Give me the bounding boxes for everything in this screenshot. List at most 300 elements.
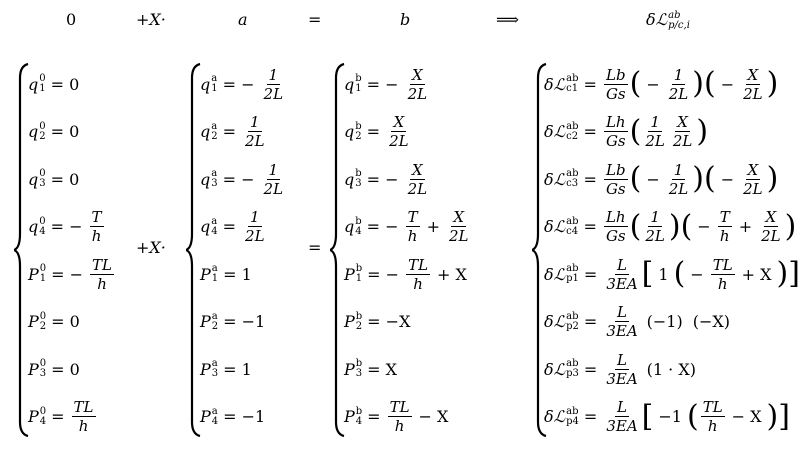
superscript: b xyxy=(355,405,363,417)
a-row-5 xyxy=(200,250,257,298)
fraction xyxy=(243,208,267,245)
superscript: ab xyxy=(566,73,579,84)
lhs xyxy=(344,312,362,332)
fraction xyxy=(243,113,267,150)
paren: ) xyxy=(668,208,681,244)
subscript: 4 xyxy=(211,225,218,237)
subscript: p3 xyxy=(566,368,579,379)
tail: − X xyxy=(418,407,449,426)
indices xyxy=(356,264,362,284)
indices xyxy=(356,359,362,379)
denominator: 3EA xyxy=(606,322,638,340)
subscript: 2 xyxy=(211,320,219,332)
text: + X xyxy=(741,264,772,284)
denominator: 2L xyxy=(448,227,469,245)
subscript: 1 xyxy=(39,273,47,284)
zero-row-8 xyxy=(28,393,98,441)
indices xyxy=(40,359,46,379)
indices xyxy=(40,407,46,427)
paren: ) xyxy=(766,161,779,196)
superscript: b xyxy=(355,215,362,227)
subscript: 3 xyxy=(39,368,47,379)
text: − xyxy=(646,74,660,94)
lhs xyxy=(544,122,579,142)
indices xyxy=(39,169,45,189)
fraction xyxy=(387,113,411,150)
delta-l-row-1 xyxy=(544,60,778,108)
text: (1 · X) xyxy=(646,359,696,379)
subscript: 1 xyxy=(39,83,46,94)
rhs: = 0 xyxy=(50,74,80,94)
numerator: 1 xyxy=(250,208,260,226)
subscript: p2 xyxy=(566,320,579,332)
fraction xyxy=(90,208,104,245)
rhs: = 0 xyxy=(50,169,80,189)
numerator: L xyxy=(617,303,627,321)
indices xyxy=(212,312,218,332)
rhs: = 1 xyxy=(223,359,252,379)
superscript: ab xyxy=(566,168,579,179)
denominator: 2L xyxy=(645,227,665,245)
text: − xyxy=(697,217,711,236)
subscript: 2 xyxy=(39,320,47,332)
superscript: ab xyxy=(566,215,579,227)
lhs xyxy=(344,122,362,142)
subscript: 3 xyxy=(355,368,363,379)
coefficient xyxy=(604,303,639,340)
delta-l-symbol: δℒ xyxy=(544,264,566,284)
denominator: h xyxy=(91,227,102,245)
denominator: h xyxy=(717,274,728,293)
indices xyxy=(355,122,361,142)
fraction xyxy=(406,256,430,293)
zero-row-4 xyxy=(28,203,106,251)
denominator: 2L xyxy=(389,132,409,150)
symbol: P xyxy=(200,312,211,331)
numerator: L xyxy=(617,350,627,369)
delta-l-symbol: δℒ xyxy=(544,407,566,426)
indices xyxy=(211,217,217,237)
delta-l-symbol: δℒ xyxy=(544,217,566,236)
relation: = xyxy=(583,264,598,284)
lhs xyxy=(344,217,362,237)
symbol: P xyxy=(28,312,39,331)
denominator: 2L xyxy=(743,179,763,198)
numerator: 1 xyxy=(650,208,660,226)
indices xyxy=(211,122,217,142)
fraction xyxy=(90,256,114,293)
numerator: L xyxy=(617,255,627,274)
fraction xyxy=(711,256,735,293)
zero-row-2 xyxy=(28,108,84,156)
fraction xyxy=(718,208,732,245)
relation: = − xyxy=(366,169,399,189)
indices xyxy=(566,217,578,237)
superscript: b xyxy=(355,358,363,369)
fraction xyxy=(667,161,691,198)
superscript: ab xyxy=(566,120,579,132)
superscript: b xyxy=(355,168,362,179)
tail: + X xyxy=(437,264,467,284)
operator: + xyxy=(426,217,440,236)
indices xyxy=(211,74,217,94)
numerator: Lb xyxy=(605,160,626,179)
text: − xyxy=(690,264,704,284)
lhs xyxy=(28,359,46,379)
delta-l-row-5 xyxy=(544,250,800,298)
delta-l-symbol: δℒ xyxy=(544,169,566,189)
superscript: a xyxy=(211,120,218,132)
rhs: = 0 xyxy=(51,312,80,331)
indices xyxy=(39,217,45,237)
numerator: Lh xyxy=(605,113,626,131)
fraction xyxy=(667,66,691,103)
paren: ) xyxy=(766,66,779,101)
header-implies: ⟹ xyxy=(496,10,519,29)
indices xyxy=(566,74,578,94)
relation: = − xyxy=(366,217,399,236)
relation: = xyxy=(51,407,65,426)
denominator: 2L xyxy=(672,132,693,150)
relation: = xyxy=(583,169,597,189)
relation: = xyxy=(222,122,237,141)
paren: ( xyxy=(673,256,686,291)
denominator: 2L xyxy=(645,132,665,150)
subscript: 1 xyxy=(211,83,218,94)
relation: = − xyxy=(222,74,255,94)
numerator: 1 xyxy=(673,65,684,84)
numerator: TL xyxy=(92,255,113,274)
lhs xyxy=(28,217,46,237)
lhs xyxy=(200,122,218,142)
rhs: = 0 xyxy=(51,359,80,379)
numerator: 1 xyxy=(673,160,684,179)
symbol: P xyxy=(200,407,211,426)
fraction xyxy=(741,161,765,198)
delta-l-row-3 xyxy=(544,155,778,203)
subscript: 3 xyxy=(39,178,46,189)
relation: = xyxy=(583,407,598,426)
lhs xyxy=(28,264,46,284)
numerator: X xyxy=(393,113,405,131)
text: − X xyxy=(731,407,762,426)
symbol: q xyxy=(200,74,211,94)
fraction xyxy=(671,113,695,150)
paren: ( xyxy=(629,113,642,149)
numerator: T xyxy=(719,208,730,226)
lhs xyxy=(200,407,218,427)
relation: = − xyxy=(50,217,83,236)
indices xyxy=(40,312,46,332)
numerator: X xyxy=(411,65,423,84)
relation: = xyxy=(222,217,237,236)
lhs xyxy=(28,122,46,142)
rhs: = 0 xyxy=(50,122,80,141)
superscript: b xyxy=(355,73,362,84)
denominator: Gs xyxy=(605,179,626,198)
indices xyxy=(39,122,45,142)
bracket: [ xyxy=(641,256,654,291)
indices xyxy=(566,359,579,379)
denominator: h xyxy=(394,417,405,435)
superscript: ab xyxy=(566,358,579,369)
fraction xyxy=(701,398,725,435)
lhs xyxy=(200,359,218,379)
paren: ) xyxy=(766,398,779,434)
lhs xyxy=(344,169,362,189)
numerator: 1 xyxy=(250,113,260,131)
indices xyxy=(355,169,361,189)
numerator: TL xyxy=(408,255,429,274)
lhs xyxy=(544,264,579,284)
paren: ( xyxy=(629,161,642,196)
symbol: q xyxy=(344,217,355,236)
fraction xyxy=(72,398,96,435)
symbol: q xyxy=(28,169,39,189)
symbol: q xyxy=(28,122,39,141)
delta-l-row-6 xyxy=(544,298,735,346)
subscript: 4 xyxy=(39,415,47,427)
numerator: 1 xyxy=(650,113,660,131)
fraction xyxy=(759,208,783,245)
superscript: b xyxy=(355,310,363,322)
lhs xyxy=(544,407,579,427)
lhs xyxy=(200,169,218,189)
indices xyxy=(566,264,579,284)
subscript: c1 xyxy=(566,83,579,94)
middle-plus-x: +X· xyxy=(136,238,166,257)
subscript: 2 xyxy=(355,130,362,142)
subscript: 4 xyxy=(211,415,219,427)
lhs xyxy=(344,407,362,427)
denominator: 2L xyxy=(245,227,265,245)
a-row-4 xyxy=(200,203,269,251)
numerator: TL xyxy=(712,255,733,274)
zero-row-7 xyxy=(28,345,85,393)
symbol: P xyxy=(344,407,355,426)
superscript: a xyxy=(211,358,218,369)
bracket: ] xyxy=(788,256,800,291)
indices xyxy=(40,264,46,284)
subscript: 4 xyxy=(355,225,362,237)
middle-equals: = xyxy=(308,238,322,257)
numerator: X xyxy=(411,160,423,179)
symbol: q xyxy=(28,217,39,236)
fraction xyxy=(388,398,412,435)
denominator: Gs xyxy=(605,227,626,245)
zero-row-1 xyxy=(28,60,84,108)
symbol: P xyxy=(28,264,39,284)
indices xyxy=(212,407,218,427)
rhs: = −1 xyxy=(223,407,266,426)
symbol: q xyxy=(200,217,211,236)
fraction xyxy=(406,66,430,103)
subscript: c4 xyxy=(566,225,579,237)
a-row-7 xyxy=(200,345,257,393)
numerator: X xyxy=(453,208,465,226)
symbol: P xyxy=(344,359,355,379)
superscript: a xyxy=(211,215,218,227)
numerator: X xyxy=(747,160,759,179)
fraction xyxy=(406,161,430,198)
header-delta-l-sub: p/c,i xyxy=(668,19,690,31)
denominator: 2L xyxy=(668,84,689,103)
lhs xyxy=(200,312,218,332)
paren: ) xyxy=(696,113,709,149)
numerator: Lh xyxy=(605,208,626,226)
subscript: 1 xyxy=(355,83,362,94)
b-row-3 xyxy=(344,155,431,203)
relation: = xyxy=(583,217,597,236)
coefficient xyxy=(604,113,628,150)
superscript: b xyxy=(355,120,362,132)
b-row-1 xyxy=(344,60,431,108)
numerator: T xyxy=(407,208,418,226)
symbol: q xyxy=(200,169,211,189)
numerator: TL xyxy=(702,398,723,416)
text: − xyxy=(646,169,660,189)
paren: ( xyxy=(680,208,693,244)
superscript: 0 xyxy=(39,73,46,84)
relation: = xyxy=(367,407,381,426)
fraction xyxy=(406,208,420,245)
paren: ) xyxy=(692,66,704,101)
denominator: h xyxy=(97,274,107,293)
indices xyxy=(566,169,578,189)
relation: = − xyxy=(366,74,399,94)
subscript: 4 xyxy=(39,225,46,237)
superscript: a xyxy=(211,73,218,84)
numerator: X xyxy=(677,113,688,131)
superscript: a xyxy=(211,168,218,179)
symbol: q xyxy=(28,74,39,94)
symbol: q xyxy=(344,74,355,94)
b-row-6 xyxy=(344,298,415,346)
delta-l-symbol: δℒ xyxy=(544,312,566,331)
subscript: 3 xyxy=(355,178,362,189)
subscript: 4 xyxy=(355,415,363,427)
subscript: p4 xyxy=(566,415,579,427)
paren: ( xyxy=(703,66,716,101)
lhs xyxy=(28,169,46,189)
paren: ) xyxy=(784,208,797,244)
header-delta-l-sup: ab xyxy=(668,9,681,21)
b-row-2 xyxy=(344,108,413,156)
superscript: 0 xyxy=(39,263,47,274)
text: (−X) xyxy=(692,312,731,331)
denominator: Gs xyxy=(605,84,626,103)
subscript: p1 xyxy=(566,273,579,284)
denominator: Gs xyxy=(605,132,626,150)
lhs xyxy=(28,312,46,332)
denominator: 3EA xyxy=(606,369,638,388)
relation: = xyxy=(583,312,598,331)
header-b: b xyxy=(400,10,411,29)
delta-l-row-2 xyxy=(544,108,708,156)
superscript: 0 xyxy=(39,120,46,132)
paren: ) xyxy=(692,161,704,196)
header-equals: = xyxy=(308,10,322,29)
delta-l-symbol: δℒ xyxy=(544,74,566,94)
symbol: P xyxy=(28,359,39,379)
header-delta-l xyxy=(646,10,690,31)
coefficient xyxy=(604,161,628,198)
subscript: c2 xyxy=(566,130,579,142)
indices xyxy=(355,217,361,237)
superscript: 0 xyxy=(39,358,47,369)
a-row-2 xyxy=(200,108,269,156)
relation: = − xyxy=(367,264,400,284)
indices xyxy=(356,312,362,332)
bracket: [ xyxy=(641,398,654,434)
fraction xyxy=(262,161,286,198)
superscript: ab xyxy=(566,405,579,417)
fraction xyxy=(643,208,667,245)
subscript: 3 xyxy=(211,368,219,379)
symbol: P xyxy=(344,264,355,284)
relation: = xyxy=(583,122,597,141)
b-row-8 xyxy=(344,393,453,441)
denominator: 2L xyxy=(263,84,284,103)
superscript: a xyxy=(211,405,218,417)
numerator: X xyxy=(765,208,777,226)
delta-l-row-4 xyxy=(544,203,796,251)
denominator: h xyxy=(719,227,730,245)
subscript: 1 xyxy=(355,273,363,284)
a-row-3 xyxy=(200,155,287,203)
superscript: 0 xyxy=(39,310,47,322)
header-a: a xyxy=(238,10,248,29)
subscript: 1 xyxy=(211,273,219,284)
denominator: 2L xyxy=(761,227,781,245)
symbol: P xyxy=(200,264,211,284)
text: − xyxy=(720,74,735,94)
symbol: P xyxy=(28,407,39,426)
text: 1 xyxy=(658,264,669,284)
lhs xyxy=(544,359,579,379)
denominator: h xyxy=(78,417,89,435)
indices xyxy=(39,74,45,94)
a-row-8 xyxy=(200,393,270,441)
denominator: 2L xyxy=(245,132,265,150)
numerator: TL xyxy=(73,398,94,416)
lhs xyxy=(200,74,218,94)
fraction xyxy=(741,66,765,103)
relation: = xyxy=(366,122,381,141)
superscript: 0 xyxy=(39,405,47,417)
numerator: T xyxy=(91,208,102,226)
header-plus-x: +X· xyxy=(136,10,166,29)
lhs xyxy=(344,74,362,94)
symbol: q xyxy=(200,122,211,141)
superscript: ab xyxy=(566,310,579,322)
text: (−1) xyxy=(646,312,683,331)
superscript: ab xyxy=(566,263,579,274)
lhs xyxy=(544,74,579,94)
subscript: c3 xyxy=(566,178,579,189)
numerator: X xyxy=(747,65,759,84)
b-row-5 xyxy=(344,250,472,298)
delta-l-symbol: δℒ xyxy=(544,359,566,379)
lhs xyxy=(544,312,579,332)
rhs: = 1 xyxy=(223,264,252,284)
denominator: 2L xyxy=(668,179,689,198)
paren: ) xyxy=(776,256,789,291)
indices xyxy=(212,264,218,284)
numerator: Lb xyxy=(605,65,626,84)
numerator: TL xyxy=(389,398,410,416)
zero-row-3 xyxy=(28,155,84,203)
